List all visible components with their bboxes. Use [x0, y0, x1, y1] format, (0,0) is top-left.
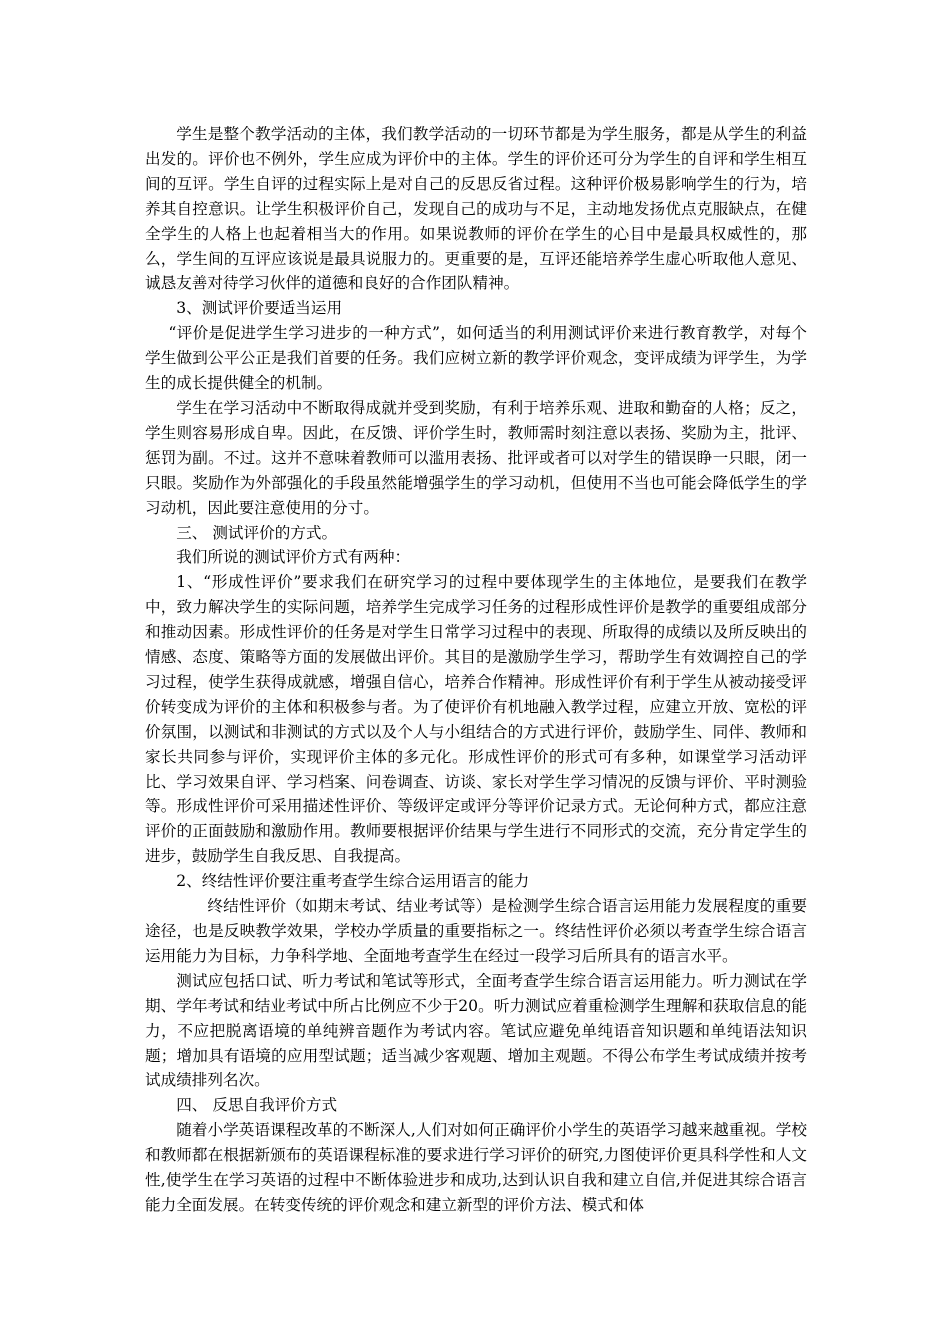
- paragraph-rewards: 学生在学习活动中不断取得成就并受到奖励，有利于培养乐观、进取和勤奋的人格；反之，学生则容易形成自卑。因此，在反馈、评价学生时，教师需时刻注意以表扬、奖励为主，批评、惩罚为副。不过。这并不意味着教师可以滥用表扬、批评或者可以对学生的错误睁一只眼，闭一只眼。奖励作为外部强化的手段虽然能增强学生的学习动机，但使用不当也可能会降低学生的学习动机，因此要注意使用的分寸。: [145, 398, 807, 517]
- paragraph-test-forms: 测试应包括口试、听力考试和笔试等形式，全面考查学生综合语言运用能力。听力测试在学期、学年考试和结业考试中所占比例应不少于20。听力测试应着重检测学生理解和获取信息的能力，不应把脱离语境的单纯辨音题作为考试内容。笔试应避免单纯语音知识题和单纯语法知识题；增加具有语境的应用型试题；适当减少客观题、增加主观题。不得公布学生考试成绩并按考试成绩排列名次。: [145, 971, 807, 1090]
- paragraph-summative-definition: 终结性评价（如期末考试、结业考试等）是检测学生综合语言运用能力发展程度的重要途径，也是反映教学效果，学校办学质量的重要指标之一。终结性评价必须以考查学生综合语言运用能力为目标，力争科学地、全面地考查学生在经过一段学习后所具有的语言水平。: [145, 897, 807, 965]
- document-page: [145, 122, 807, 1218]
- paragraph-evaluation-quote: “评价是促进学生学习进步的一种方式”，如何适当的利用测试评价来进行教育教学，对每个学生做到公平公正是我们首要的任务。我们应树立新的教学评价观念，变评成绩为评学生，为学生的成长提供健全的机制。: [145, 324, 807, 393]
- heading-summative-evaluation: 2、终结性评价要注重考查学生综合运用语言的能力: [176, 872, 530, 891]
- heading-section-three: 三、 测试评价的方式。: [176, 523, 338, 542]
- paragraph-student-self-evaluation: 学生是整个教学活动的主体，我们教学活动的一切环节都是为学生服务，都是从学生的利益出发的。评价也不例外，学生应成为评价中的主体。学生的评价还可分为学生的自评和学生相互间的互评。学生自评的过程实际上是对自己的反思反省过程。这种评价极易影响学生的行为，培养其自控意识。让学生积极评价自己，发现自己的成功与不足，主动地发扬优点克服缺点，在健全学生的人格上也起着相当大的作用。如果说教师的评价在学生的心目中是最具权威性的，那么，学生间的互评应该说是最具说服力的。更重要的是，互评还能培养学生虚心听取他人意见、诚恳友善对待学习伙伴的道德和良好的合作团队精神。: [145, 125, 807, 293]
- heading-two-methods: 我们所说的测试评价方式有两种：: [176, 548, 411, 567]
- paragraph-formative-evaluation: 1、“形成性评价”要求我们在研究学习的过程中要体现学生的主体地位，是要我们在教学中，致力解决学生的实际问题，培养学生完成学习任务的过程形成性评价是教学的重要组成部分和推动因素。形成性评价的任务是对学生日常学习过程中的表现、所取得的成绩以及所反映出的情感、态度、策略等方面的发展做出评价。其目的是激励学生学习，帮助学生有效调控自己的学习过程，使学生获得成就感，增强自信心，培养合作精神。形成性评价有利于学生从被动接受评价转变成为评价的主体和积极参与者。为了使评价有机地融入教学过程，应建立开放、宽松的评价氛围，以测试和非测试的方式以及个人与小组结合的方式进行评价，鼓励学生、同伴、教师和家长共同参与评价，实现评价主体的多元化。形成性评价的形式可有多种，如课堂学习活动评比、学习效果自评、学习档案、问卷调查、访谈、家长对学生学习情况的反馈与评价、平时测验等。形成性评价可采用描述性评价、等级评定或评分等评价记录方式。无论何种方式，都应注意评价的正面鼓励和激励作用。教师要根据评价结果与学生进行不同形式的交流，充分肯定学生的进步，鼓励学生自我反思、自我提高。: [145, 573, 807, 866]
- heading-test-evaluation-usage: 3、测试评价要适当运用: [176, 299, 343, 318]
- paragraph-curriculum-reform: 随着小学英语课程改革的不断深人,人们对如何正确评价小学生的英语学习越来越重视。学校和教师都在根据新颁布的英语课程标准的要求进行学习评价的研究,力图使评价更具科学性和人文性,使学生在学习英语的过程中不断体验进步和成功,达到认识自我和建立自信,并促进其综合语言能力全面发展。在转变传统的评价观念和建立新型的评价方法、模式和体: [145, 1121, 807, 1214]
- heading-section-four: 四、 反思自我评价方式: [176, 1096, 338, 1115]
